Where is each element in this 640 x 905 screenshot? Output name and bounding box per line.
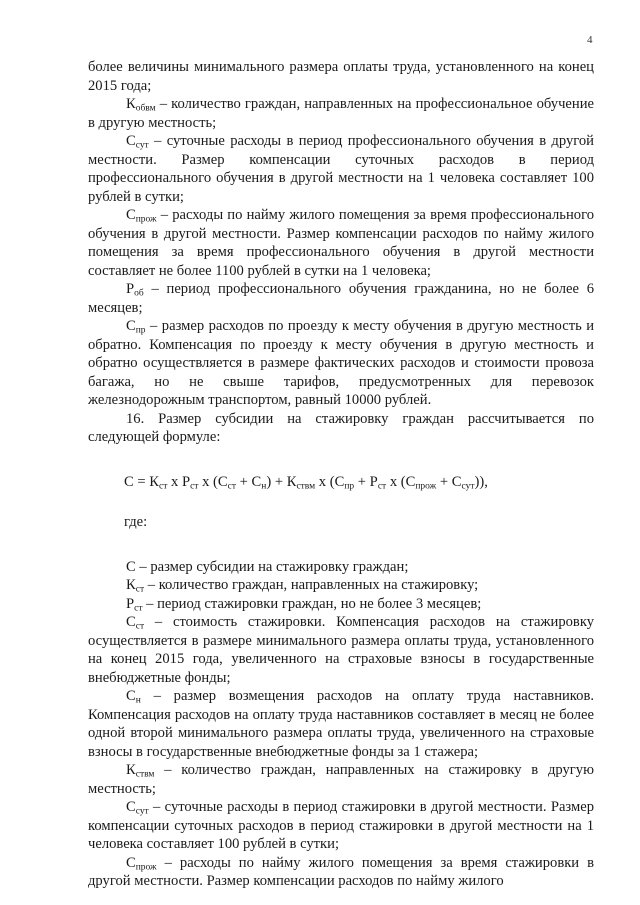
paragraph xyxy=(88,558,594,577)
text-run: С xyxy=(126,207,136,223)
paragraph xyxy=(88,317,594,410)
text-run: )), xyxy=(474,473,488,490)
text-run: – количество граждан, направленных на стажировку в другую местность; xyxy=(88,762,594,797)
text-run: 16. Размер субсидии на стажировку граждан рассчитывается по следующей формуле: xyxy=(88,410,594,445)
subscript: ст xyxy=(159,480,168,491)
text-run: + С xyxy=(436,473,462,490)
text-run: С xyxy=(126,318,136,334)
text-run: – размер возмещения расходов на оплату труда наставников. Компенсация расходов на оплату труда наставников составляет в месяц не более одной второй минимального размера оплаты труда, увеличенного на страховые взносы в государственные внебюджетные фонды за 1 стажера; xyxy=(88,688,594,760)
text-run: более величины минимального размера оплаты труда, установленного на конец 2015 года; xyxy=(88,59,594,94)
subscript: пр xyxy=(135,325,146,336)
page-number: 4 xyxy=(587,34,593,46)
text-run: С xyxy=(126,688,136,704)
text-run: С xyxy=(126,799,136,815)
subscript: н xyxy=(261,480,267,491)
paragraph xyxy=(88,854,594,891)
text-run: – стоимость стажировки. Компенсация расходов на стажировку осуществляется в размере минимального размера оплаты труда, установленного на конец 2015 года, увеличенного на страховые взносы в государственные внебюджетные фонды; xyxy=(88,614,594,686)
subscript: прож xyxy=(415,480,437,491)
paragraph xyxy=(88,132,594,206)
text-run: – расходы по найму жилого помещения за время профессионального обучения в другой местности. Размер компенсации расходов по найму жилого помещения за время профессионального обучения в другой местности составляет не более 1100 рублей в сутки на 1 человека; xyxy=(88,207,594,279)
subscript: прож xyxy=(135,214,157,225)
text-run: – суточные расходы в период профессионального обучения в другой местности. Размер компенсации суточных расходов в период профессионального обучения в другой местности на 1 человека составляет 100 рублей в сутки; xyxy=(88,133,594,205)
subscript: ст xyxy=(135,584,145,595)
paragraph xyxy=(88,613,594,687)
text-run: – размер расходов по проезду к месту обучения в другую местность и обратно. Компенсация по проезду к месту обучения в другую местность и обратно осуществляется в размере фактических расходов и стоимости провоза багажа, но не свыше тарифов, предусмотренных для перевозок железнодорожным транспортом, равный 10000 рублей. xyxy=(88,318,594,408)
text-run: С xyxy=(126,614,136,630)
subscript: ст xyxy=(134,602,143,613)
formula-where-label xyxy=(124,513,594,532)
subscript: ст xyxy=(135,621,145,632)
document-body xyxy=(88,58,594,891)
text-run: К xyxy=(126,762,136,778)
subscript: об xyxy=(134,288,144,299)
subscript: ствм xyxy=(296,480,316,491)
text-run: х Р xyxy=(167,473,191,490)
subscript: прож xyxy=(135,861,157,872)
text-run: – количество граждан, направленных на профессиональное обучение в другую местность; xyxy=(88,96,594,131)
subscript: сут xyxy=(461,480,475,491)
paragraph xyxy=(88,595,594,614)
paragraph xyxy=(88,687,594,761)
text-run: К xyxy=(126,96,136,112)
subscript: пр xyxy=(344,480,355,491)
text-run: х (С xyxy=(198,473,228,490)
text-run: – период профессионального обучения гражданина, но не более 6 месяцев; xyxy=(88,281,594,316)
text-run: – период стажировки граждан, но не более 3 месяцев; xyxy=(142,595,482,612)
subscript: обвм xyxy=(135,103,156,114)
subscript: ствм xyxy=(135,769,155,780)
text-run: Р xyxy=(126,595,135,612)
paragraph xyxy=(88,410,594,447)
subscript: сут xyxy=(135,140,149,151)
text-run: С – размер субсидии на стажировку граждан; xyxy=(126,558,409,575)
text-run: Р xyxy=(126,281,135,297)
paragraph xyxy=(88,798,594,854)
subscript: н xyxy=(135,695,141,706)
text-run: где: xyxy=(124,514,148,530)
paragraph xyxy=(88,280,594,317)
subscript: сут xyxy=(135,806,149,817)
subscript: ст xyxy=(227,480,236,491)
paragraph xyxy=(88,761,594,798)
paragraph xyxy=(88,206,594,280)
text-run: С xyxy=(126,133,136,149)
subscript: ст xyxy=(377,480,387,491)
text-run: – суточные расходы в период стажировки в другой местности. Размер компенсации суточных расходов в период стажировки в другой местности на 1 человека составляет 100 рублей в сутки; xyxy=(88,799,594,852)
paragraph xyxy=(88,576,594,595)
text-run: – количество граждан, направленных на стажировку; xyxy=(144,577,479,593)
text-run: С xyxy=(126,854,136,871)
paragraph xyxy=(88,58,594,95)
text-run: – расходы по найму жилого помещения за время стажировки в другой местности. Размер компенсации расходов по найму жилого xyxy=(88,854,594,889)
subsidy-formula xyxy=(124,473,594,492)
text-run: С = К xyxy=(124,473,159,490)
text-run: х (С xyxy=(315,473,345,490)
text-run: ) + К xyxy=(266,473,297,490)
subscript: ст xyxy=(190,480,199,491)
paragraph xyxy=(88,95,594,132)
text-run: х (С xyxy=(386,473,416,490)
text-run: + Р xyxy=(354,473,378,490)
text-run: + С xyxy=(235,473,262,490)
text-run: К xyxy=(126,577,136,593)
